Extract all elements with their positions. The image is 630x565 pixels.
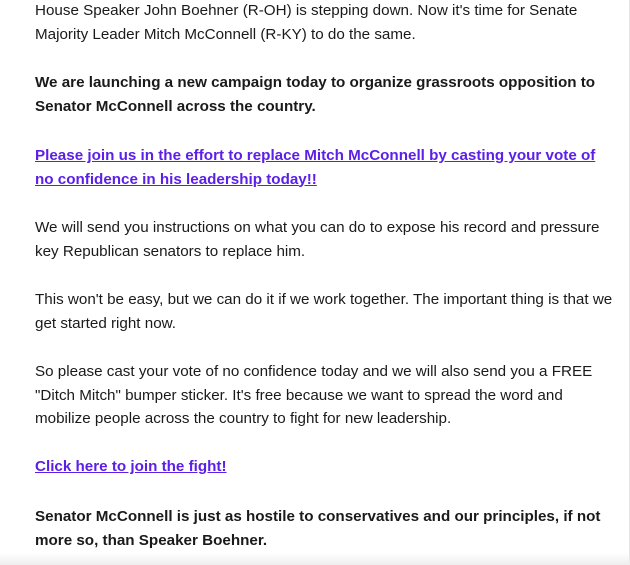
join-fight-link-paragraph [35, 455, 227, 479]
vote-link-paragraph [35, 144, 615, 191]
campaign-announcement: We are launching a new campaign today to organize grassroots opposition to Senator McConnell across the country. [35, 74, 596, 115]
instructions-paragraph: We will send you instructions on what you can do to expose his record and pressure key Republican senators to replace him. [35, 219, 600, 260]
intro-paragraph: House Speaker John Boehner (R-OH) is stepping down. Now it's time for Senate Majority Leader Mitch McConnell (R-KY) to do the same. [35, 2, 578, 43]
join-fight-link[interactable]: Click here to join the fight! [35, 458, 227, 475]
work-together-paragraph: This won't be easy, but we can do it if we work together. The important thing is that we get started right now. [35, 291, 613, 332]
vote-no-confidence-link[interactable]: Please join us in the effort to replace Mitch McConnell by casting your vote of no confidence in his leadership today!! [35, 147, 596, 188]
bumper-sticker-paragraph: So please cast your vote of no confidence today and we will also send you a FREE "Ditch Mitch" bumper sticker. It's free because we want to spread the word and mobilize people across the country to fight for new leadership. [35, 363, 593, 427]
bottom-fade [0, 553, 630, 565]
closing-paragraph: Senator McConnell is just as hostile to conservatives and our principles, if not more so, than Speaker Boehner. [35, 508, 601, 549]
